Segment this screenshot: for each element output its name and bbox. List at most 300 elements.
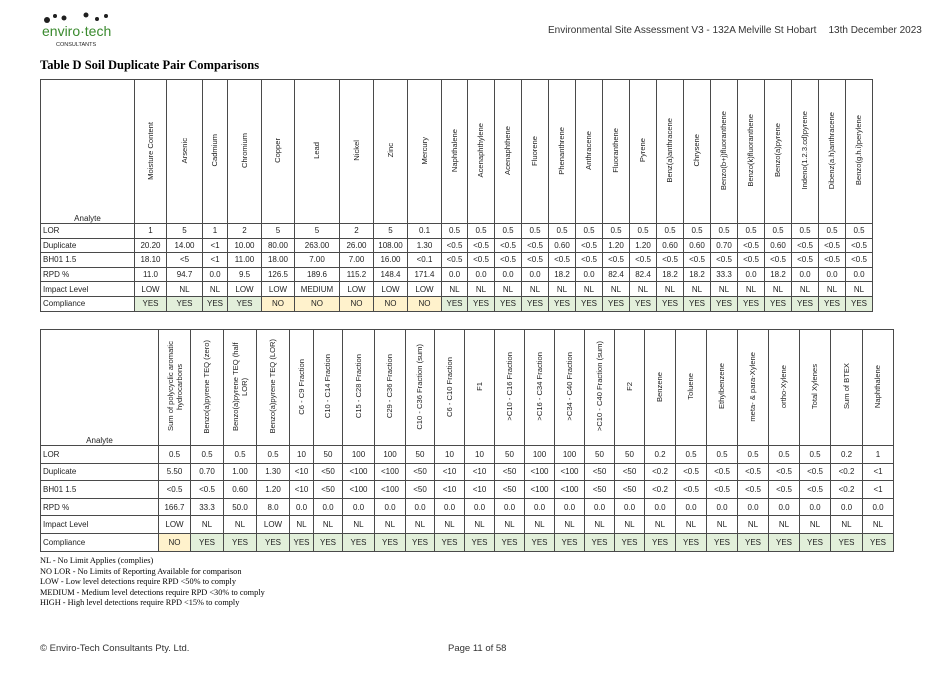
table-cell: NL [495,516,525,534]
compliance-cell: YES [465,533,495,551]
table-cell: 26.00 [340,238,374,253]
table-title: Table D Soil Duplicate Pair Comparisons [40,58,260,72]
table-cell: 0.0 [863,498,894,516]
column-header-label: Fluoranthene [611,128,621,173]
table-cell: 1.30 [257,463,290,481]
column-header-label: >C10 - C40 Fraction (sum) [594,341,604,432]
table-cell: 0.5 [676,446,707,464]
column-header-label: Indeno(1.2.3.cd)pyrene [800,111,810,190]
table-cell: <100 [375,481,406,499]
table-cell: 115.2 [340,267,374,282]
table-cell: 1.20 [257,481,290,499]
table-cell: <0.5 [576,253,603,268]
table-cell: <50 [615,463,645,481]
table-row [41,498,894,516]
column-header-label: Chromium [239,132,249,169]
column-header [792,80,819,224]
table-cell: 10 [290,446,314,464]
table-cell: 0.5 [819,224,846,239]
table-cell: 18.00 [262,253,295,268]
column-header-label: Dibenz(a.h)anthracene [827,111,837,190]
table-cell: <100 [343,463,375,481]
table-cell: 50 [314,446,343,464]
table-cell: 0.0 [555,498,585,516]
report-header [548,25,922,36]
legend-note: NO LOR - No Limits of Reporting Available for comparison [40,566,242,576]
table-cell: <50 [495,463,525,481]
table-row [41,296,873,311]
row-label: Impact Level [41,282,135,297]
compliance-cell: YES [167,296,203,311]
table-cell: <10 [465,463,495,481]
row-label: Compliance [41,296,135,311]
column-header [657,80,684,224]
table-cell: 171.4 [408,267,442,282]
compliance-cell: YES [495,296,522,311]
compliance-cell: YES [738,296,765,311]
table-cell: 0.5 [191,446,224,464]
table-cell: NL [765,282,792,297]
table-cell: <0.5 [603,253,630,268]
compliance-cell: NO [295,296,340,311]
column-header-label: Pyrene [638,138,648,163]
table-cell: <0.5 [657,253,684,268]
compliance-cell: YES [290,533,314,551]
table-cell: 0.5 [257,446,290,464]
table-cell: 0.5 [792,224,819,239]
table-cell: 0.5 [630,224,657,239]
table-cell: 5 [295,224,340,239]
compliance-cell: YES [769,533,800,551]
table-cell: NL [343,516,375,534]
table-cell: NL [522,282,549,297]
table-cell: <0.5 [549,253,576,268]
compliance-cell: NO [374,296,408,311]
header-row [41,330,894,446]
column-header-label: >C16 - C34 Fraction [534,352,544,421]
table-cell: <1 [203,253,228,268]
table-cell: 0.0 [707,498,738,516]
table-cell: <0.5 [738,463,769,481]
table-cell: <10 [435,481,465,499]
table-cell: 0.5 [765,224,792,239]
table-cell: 82.4 [630,267,657,282]
table-cell: 18.2 [684,267,711,282]
column-header [228,80,262,224]
table-cell: 5 [374,224,408,239]
table-row [41,238,873,253]
table-cell: 18.10 [135,253,167,268]
column-header [585,330,615,446]
compliance-cell: YES [495,533,525,551]
table-cell: NL [846,282,873,297]
column-header [576,80,603,224]
table-cell: 0.0 [442,267,468,282]
table-cell: 0.5 [549,224,576,239]
column-header [769,330,800,446]
column-header [676,330,707,446]
table-cell: <0.5 [522,238,549,253]
table-cell: 0.0 [819,267,846,282]
row-label: Impact Level [41,516,159,534]
table-cell: 0.0 [676,498,707,516]
table-cell: 0.0 [800,498,831,516]
footer-copyright: © Enviro-Tech Consultants Pty. Ltd. [40,643,190,654]
table-cell: 0.70 [711,238,738,253]
table-cell: 0.0 [465,498,495,516]
table-cell: <0.5 [159,481,191,499]
compliance-cell: YES [707,533,738,551]
table-row [41,253,873,268]
table-cell: <0.5 [468,238,495,253]
table-cell: 7.00 [295,253,340,268]
table-cell: 0.0 [435,498,465,516]
column-header [135,80,167,224]
table-cell: <50 [495,481,525,499]
table-cell: <0.5 [738,481,769,499]
column-header [522,80,549,224]
table-cell: 1.00 [224,463,257,481]
table-cell: 0.5 [224,446,257,464]
column-header-label: C15 - C28 Fraction [353,354,363,419]
table-cell: 50 [585,446,615,464]
table-cell: 0.0 [576,267,603,282]
column-header [525,330,555,446]
table-cell: 0.5 [495,224,522,239]
column-header-label: Benzo(a)pyrene [773,123,783,178]
table-cell: <0.5 [676,481,707,499]
table-cell: <0.5 [630,253,657,268]
column-header-label: Sum of polycyclic aromatic hydrocarbons [165,341,184,432]
table-cell: <0.5 [707,481,738,499]
compliance-cell: YES [800,533,831,551]
table-cell: NL [224,516,257,534]
table-cell: NL [314,516,343,534]
column-header [374,80,408,224]
table-cell: 1.20 [630,238,657,253]
column-header [603,80,630,224]
table-cell: 0.5 [468,224,495,239]
column-header-label: Naphthalene [873,364,883,409]
table-cell: 100 [525,446,555,464]
column-header [203,80,228,224]
table-cell: <0.5 [676,463,707,481]
row-label: Compliance [41,533,159,551]
table-cell: 0.0 [585,498,615,516]
table-cell: 0.0 [290,498,314,516]
table-cell: NL [576,282,603,297]
column-header [465,330,495,446]
analyte-header: Analyte [41,80,135,224]
table-cell: 0.0 [314,498,343,516]
table-cell: <0.5 [800,463,831,481]
table-cell: 33.3 [711,267,738,282]
column-header-label: Lead [312,142,322,159]
logo-wordmark: enviro·tech [42,23,112,39]
column-header-label: Nickel [351,140,361,161]
compliance-cell: YES [468,296,495,311]
compliance-cell: YES [615,533,645,551]
table-cell: <0.5 [442,238,468,253]
table-cell: 0.5 [738,224,765,239]
table-cell: <100 [525,481,555,499]
table-cell: NL [495,282,522,297]
table-cell: 0.60 [657,238,684,253]
table-cell: <0.5 [468,253,495,268]
table-cell: NL [800,516,831,534]
compliance-cell: YES [203,296,228,311]
column-header [549,80,576,224]
table-cell: NL [603,282,630,297]
column-header [800,330,831,446]
table-cell: <10 [465,481,495,499]
logo-dot [104,14,108,18]
table-cell: <100 [375,463,406,481]
table-cell: 14.00 [167,238,203,253]
table-cell: <0.2 [831,463,863,481]
table-cell: 0.0 [468,267,495,282]
column-header-label: C6 - C10 Fraction [444,356,454,417]
compliance-cell: YES [406,533,435,551]
column-header-label: ortho-Xylene [779,364,789,409]
table-cell: <0.5 [522,253,549,268]
column-header [290,330,314,446]
compliance-cell: YES [711,296,738,311]
table-cell: 0.0 [769,498,800,516]
table-cell: <0.5 [191,481,224,499]
compliance-cell: YES [314,533,343,551]
column-header [707,330,738,446]
table-cell: NL [442,282,468,297]
table-cell: 126.5 [262,267,295,282]
table-row [41,282,873,297]
table-cell: <10 [435,463,465,481]
table-cell: <5 [167,253,203,268]
table-cell: 16.00 [374,253,408,268]
table-cell: <50 [406,481,435,499]
table-cell: 0.2 [645,446,676,464]
column-header-label: Mercury [419,136,429,165]
table-cell: NL [167,282,203,297]
legend-note: HIGH - High level detections require RPD <15% to comply [40,598,240,608]
table-cell: <0.5 [819,238,846,253]
column-header-label: Fluorene [530,135,540,166]
column-header-label: Toluene [686,373,696,400]
legend-note: NL - No Limit Applies (complies) [40,556,154,565]
column-header [295,80,340,224]
column-header-label: F2 [624,382,634,391]
table-cell: LOW [257,516,290,534]
table-cell: <100 [555,481,585,499]
table-row [41,224,873,239]
table-cell: 0.0 [343,498,375,516]
column-header-label: Benzo(k)fluoranthene [746,114,756,187]
compliance-cell: YES [738,533,769,551]
table-cell: NL [831,516,863,534]
column-header-label: Naphthalene [449,128,459,173]
table-cell: 0.0 [525,498,555,516]
table-cell: 11.00 [228,253,262,268]
table-cell: 1 [135,224,167,239]
table-cell: 0.0 [406,498,435,516]
table-cell: <0.5 [846,238,873,253]
table-cell: <0.5 [707,463,738,481]
column-header-label: Benzene [655,371,665,402]
table-cell: 20.20 [135,238,167,253]
table-cell: 5 [262,224,295,239]
table-cell: 166.7 [159,498,191,516]
table-cell: 108.00 [374,238,408,253]
logo-dot [53,14,57,18]
table-row [41,267,873,282]
table-cell: 0.60 [765,238,792,253]
table-cell: 8.0 [257,498,290,516]
table-cell: <0.5 [765,253,792,268]
column-header [468,80,495,224]
compliance-cell: NO [159,533,191,551]
table-cell: LOW [340,282,374,297]
compliance-cell: NO [340,296,374,311]
table-cell: LOW [159,516,191,534]
table-cell: 33.3 [191,498,224,516]
table-cell: LOW [374,282,408,297]
column-header [711,80,738,224]
column-header-label: C6 - C9 Fraction [296,358,306,415]
table-cell: <0.5 [684,253,711,268]
table-cell: NL [630,282,657,297]
table-cell: <0.5 [800,481,831,499]
column-header [257,330,290,446]
column-header [684,80,711,224]
table-cell: LOW [228,282,262,297]
table-cell: 0.0 [645,498,676,516]
column-header-label: Benzo(a)pyrene TEQ (LOR) [268,339,278,434]
table-cell: 0.5 [684,224,711,239]
column-header-label: Phenanthrene [557,126,567,175]
table-cell: NL [375,516,406,534]
report-name: Environmental Site Assessment V3 - 132A Melville St Hobart [548,25,817,36]
table-cell: 0.5 [603,224,630,239]
column-header [408,80,442,224]
column-header [630,80,657,224]
compliance-cell: YES [375,533,406,551]
table-cell: NL [615,516,645,534]
table-row [41,533,894,551]
table-cell: 0.2 [831,446,863,464]
compliance-cell: YES [555,533,585,551]
table-cell: MEDIUM [295,282,340,297]
compliance-cell: NO [262,296,295,311]
table-cell: NL [645,516,676,534]
table-row [41,516,894,534]
table-cell: NL [657,282,684,297]
column-header [314,330,343,446]
table-cell: NL [684,282,711,297]
table-cell: <0.5 [769,463,800,481]
table-cell: <1 [863,481,894,499]
table-cell: <50 [585,481,615,499]
logo-dot [84,13,89,18]
legend-notes [40,556,265,609]
table-cell: 10 [465,446,495,464]
table-cell: <0.5 [738,253,765,268]
table-cell: 100 [555,446,585,464]
column-header-label: Benz(a)anthracene [665,118,675,183]
column-header-label: Acenaphthylene [476,123,486,178]
table-cell: <1 [863,463,894,481]
compliance-cell: YES [831,533,863,551]
table-cell: 0.5 [159,446,191,464]
compliance-cell: YES [657,296,684,311]
table-cell: <0.2 [645,481,676,499]
compliance-cell: YES [819,296,846,311]
column-header [435,330,465,446]
table-cell: 18.2 [765,267,792,282]
table-cell: 18.2 [657,267,684,282]
table-cell: <0.5 [442,253,468,268]
column-header-label: Acenaphthene [503,126,513,175]
compliance-cell: YES [228,296,262,311]
table-cell: 0.5 [707,446,738,464]
column-header [343,330,375,446]
compliance-cell: YES [522,296,549,311]
table-cell: 50 [406,446,435,464]
table-cell: 0.5 [522,224,549,239]
column-header [375,330,406,446]
column-header [831,330,863,446]
column-header-label: >C34 - C40 Fraction [564,352,574,421]
table-cell: 0.5 [711,224,738,239]
table-cell: 50 [615,446,645,464]
table-cell: 0.5 [769,446,800,464]
table-cell: <50 [314,463,343,481]
column-header [159,330,191,446]
row-label: BH01 1.5 [41,481,159,499]
table-cell: NL [191,516,224,534]
table-cell: 0.60 [549,238,576,253]
table-cell: 9.5 [228,267,262,282]
table-cell: 10.00 [228,238,262,253]
column-header-label: Sum of BTEX [841,363,851,410]
column-header [615,330,645,446]
table-cell: 10 [435,446,465,464]
column-header-label: >C10 - C16 Fraction [504,352,514,421]
table-cell: <50 [406,463,435,481]
report-date: 13th December 2023 [828,25,922,36]
compliance-cell: YES [846,296,873,311]
column-header-label: Benzo(g.h.i)perylene [854,115,864,186]
table-cell: <0.5 [819,253,846,268]
table-cell: 0.0 [846,267,873,282]
table-cell: <100 [555,463,585,481]
table-cell: <0.5 [792,238,819,253]
table-cell: <100 [525,463,555,481]
table-cell: <0.1 [408,253,442,268]
compliance-cell: YES [435,533,465,551]
table-cell: NL [555,516,585,534]
row-label: Duplicate [41,238,135,253]
table-cell: 0.5 [846,224,873,239]
logo-dot [95,17,99,21]
table-cell: 0.0 [792,267,819,282]
table-cell: 0.0 [375,498,406,516]
table-cell: 1 [863,446,894,464]
table-cell: NL [819,282,846,297]
column-header-label: Copper [273,138,283,163]
table-cell: <0.5 [738,238,765,253]
table-cell: LOW [135,282,167,297]
table-cell: 0.0 [495,498,525,516]
